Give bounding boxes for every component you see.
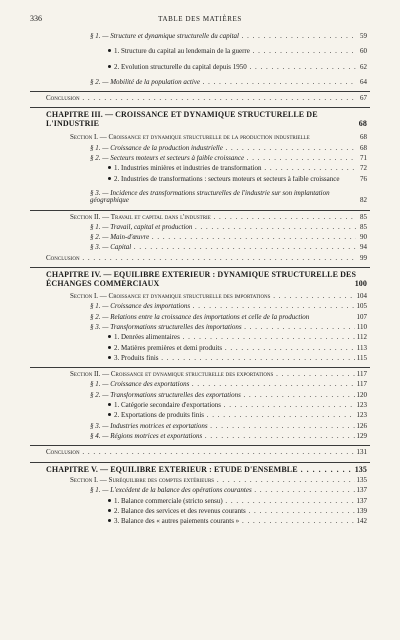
toc-entry-title — [108, 334, 356, 341]
toc-page-number: 120 — [356, 390, 367, 399]
toc-entry-text: 1. Structure du capital au lendemain de la guerre — [114, 48, 250, 56]
toc-entry-title — [90, 423, 356, 430]
toc-page-number: 129 — [356, 431, 367, 440]
toc-entry-text: § 3. — Capital — [90, 244, 132, 252]
bullet-icon — [108, 519, 111, 522]
toc-entry-title — [70, 214, 356, 221]
bullet-icon — [108, 346, 111, 349]
toc-entry — [0, 165, 400, 172]
toc-page-number: 68 — [360, 133, 367, 142]
toc-entry-title — [46, 95, 356, 102]
bullet-icon — [108, 177, 111, 180]
toc-entry — [0, 271, 400, 288]
toc-entry-title — [46, 255, 356, 262]
toc-entry — [0, 402, 400, 409]
toc-entry-title — [90, 190, 356, 205]
section-divider — [30, 462, 370, 463]
toc-entry-title — [108, 412, 356, 419]
toc-entry — [0, 477, 400, 484]
toc-entry-text: 1. Denrées alimentaires — [114, 334, 180, 342]
toc-entry-text: § 3. — Transformations structurelles des importations — [90, 323, 242, 331]
toc-page-number: 68 — [360, 143, 367, 152]
toc-page-number: 117 — [356, 380, 367, 389]
toc-entry-title — [108, 402, 356, 409]
bullet-icon — [108, 335, 111, 338]
toc-entry-text: § 2. — Mobilité de la population active — [90, 78, 201, 86]
toc-entry-text: 2. Exportations de produits finis — [114, 412, 205, 420]
toc-entry — [0, 381, 400, 388]
toc-entry-title — [90, 33, 356, 40]
toc-entry — [0, 155, 400, 162]
toc-entry-text: § 1. — Travail, capital et production — [90, 223, 193, 231]
toc-entry-title — [108, 165, 356, 172]
toc-page-number: 68 — [358, 118, 367, 128]
toc-entry-text: § 2. — Relations entre la croissance des importations et celle de la production — [90, 313, 310, 321]
toc-entry-text: § 2. — Secteurs moteurs et secteurs à faible croissance — [90, 155, 245, 163]
bullet-icon — [108, 49, 111, 52]
toc-entry — [0, 345, 400, 352]
toc-entry-text: § 1. — Structure et dynamique structurelle du capital — [90, 33, 239, 40]
toc-entry-text: § 3. — Industries motrices et exportations — [90, 422, 208, 430]
toc-entry — [0, 234, 400, 241]
toc-entry — [0, 293, 400, 300]
toc-entry-text: Section I. — Suréquilibre des comptes extérieurs — [70, 477, 215, 484]
toc-entry-title — [90, 324, 356, 331]
toc-entry-text: § 2. — Main-d'œuvre — [90, 234, 150, 242]
page-header — [0, 14, 400, 28]
toc-entry-title — [46, 466, 356, 475]
toc-entry — [0, 355, 400, 362]
section-divider — [30, 91, 370, 92]
toc-entry — [0, 334, 400, 341]
toc-page-number: 105 — [356, 302, 367, 311]
toc-entry-text: 3. Balance des « autres paiements courants » — [114, 518, 240, 526]
page-number: 336 — [30, 14, 42, 23]
toc-page-number: 137 — [356, 496, 367, 505]
running-title: TABLE DES MATIÈRES — [158, 15, 242, 23]
toc-page-number: 59 — [360, 32, 367, 40]
toc-entry-text: Section II. — Travail et capital dans l'industrie — [70, 213, 211, 221]
toc-entry — [0, 190, 400, 205]
toc-entry-text: Section I. — Croissance et dynamique structurelle des importations — [70, 293, 271, 301]
toc-page-number: 67 — [360, 94, 367, 103]
toc-entry-title — [90, 487, 356, 494]
toc-entry-title — [90, 244, 356, 251]
toc-entry-title — [90, 392, 356, 399]
toc-entry — [0, 487, 400, 494]
toc-entry-text: CHAPITRE IV. — ÉQUILIBRE EXTÉRIEUR : DYNAMIQUE STRUCTURELLE DES ÉCHANGES COMMERCIAUX — [46, 271, 356, 288]
toc-page-number: 115 — [356, 353, 367, 362]
toc-page-number: 82 — [360, 196, 367, 205]
toc-entry-title — [108, 508, 356, 515]
toc-entry — [0, 79, 400, 86]
toc-page-number: 94 — [360, 243, 367, 252]
toc-entry-text: Conclusion — [46, 254, 80, 262]
bullet-icon — [108, 65, 111, 68]
toc-entry-text: 2. Industries de transformations : secteurs moteurs et secteurs à faible croissance — [114, 175, 340, 183]
toc-entry — [0, 392, 400, 399]
toc-entry-text: § 1. — Croissance des importations — [90, 303, 191, 311]
toc-entry-text: § 1. — Croissance de la production industrielle — [90, 144, 223, 152]
toc-entry-text: 2. Balance des services et des revenus courants — [114, 507, 246, 515]
toc-entry-text: Conclusion — [46, 95, 80, 103]
toc-entry — [0, 95, 400, 102]
toc-entry — [0, 314, 400, 321]
toc-entry — [0, 324, 400, 331]
toc-page-number: 110 — [356, 322, 367, 331]
toc-entry-title — [108, 176, 356, 183]
section-divider — [30, 445, 370, 446]
toc-entry — [0, 466, 400, 475]
toc-entry-text: CHAPITRE V. — ÉQUILIBRE EXTÉRIEUR : ÉTUDE D'ENSEMBLE — [46, 465, 298, 474]
toc-page-number: 107 — [356, 312, 367, 321]
toc-entry-title — [90, 303, 356, 310]
section-divider — [30, 107, 370, 108]
toc-entry-text: § 1. — L'excédent de la balance des opérations courantes — [90, 487, 252, 495]
toc-page-number: 76 — [360, 174, 367, 183]
toc-entry-title — [108, 355, 356, 362]
toc-entry-title — [108, 48, 356, 55]
toc-entry-title — [90, 155, 356, 162]
toc-entry — [0, 371, 400, 378]
toc-entry — [0, 48, 400, 55]
toc-entry-title — [70, 371, 356, 378]
table-of-contents — [0, 32, 400, 525]
bullet-icon — [108, 403, 111, 406]
toc-entry-text: Conclusion — [46, 449, 80, 457]
toc-page-number: 104 — [356, 292, 367, 301]
toc-entry-title — [108, 518, 356, 525]
section-divider — [30, 367, 370, 368]
toc-page-number: 135 — [356, 476, 367, 484]
toc-entry-text: § 3. — Incidence des transformations structurelles de l'industrie sur son implantation géographique — [90, 189, 330, 205]
bullet-icon — [108, 166, 111, 169]
toc-page-number: 90 — [360, 233, 367, 242]
toc-entry-title — [70, 293, 356, 300]
toc-entry — [0, 518, 400, 525]
toc-entry-title — [70, 477, 356, 484]
toc-page-number: 112 — [356, 333, 367, 342]
toc-page-number: 71 — [360, 154, 367, 163]
toc-page-number: 135 — [354, 464, 367, 474]
toc-entry — [0, 134, 400, 141]
bullet-icon — [108, 356, 111, 359]
toc-page-number: 139 — [356, 506, 367, 515]
toc-page-number: 123 — [356, 401, 367, 410]
toc-entry — [0, 214, 400, 221]
toc-entry — [0, 33, 400, 40]
toc-entry — [0, 303, 400, 310]
toc-entry-title — [90, 145, 356, 152]
toc-entry — [0, 498, 400, 505]
toc-entry-title — [90, 381, 356, 388]
toc-entry — [0, 255, 400, 262]
toc-entry — [0, 423, 400, 430]
toc-page-number: 100 — [354, 278, 367, 288]
toc-entry-text: § 2. — Transformations structurelles des exportations — [90, 391, 241, 399]
toc-entry-text: 2. Matières premières et demi produits — [114, 344, 223, 352]
toc-entry-title — [90, 314, 356, 321]
toc-entry — [0, 145, 400, 152]
toc-entry — [0, 412, 400, 419]
toc-entry — [0, 433, 400, 440]
toc-entry-title — [108, 345, 356, 352]
toc-page-number: 60 — [360, 47, 367, 56]
toc-entry — [0, 111, 400, 128]
toc-entry-text: § 4. — Régions motrices et exportations — [90, 432, 203, 440]
toc-page-number: 137 — [356, 486, 367, 495]
toc-page-number: 72 — [360, 164, 367, 173]
bullet-icon — [108, 499, 111, 502]
toc-entry — [0, 176, 400, 183]
toc-entry — [0, 224, 400, 231]
toc-entry-text: 1. Industries minières et industries de transformation — [114, 165, 262, 173]
toc-page-number: 64 — [360, 77, 367, 86]
toc-entry — [0, 244, 400, 251]
toc-entry-title — [108, 498, 356, 505]
toc-entry-title — [108, 64, 356, 71]
toc-page-number: 142 — [356, 517, 367, 526]
toc-entry-title — [90, 234, 356, 241]
toc-page-number: 131 — [356, 448, 367, 457]
toc-page-number: 85 — [360, 222, 367, 231]
toc-entry-text: 3. Produits finis — [114, 354, 159, 362]
toc-entry-title — [46, 111, 356, 128]
toc-entry — [0, 508, 400, 515]
toc-entry-title — [46, 449, 356, 456]
toc-entry — [0, 64, 400, 71]
bullet-icon — [108, 413, 111, 416]
toc-entry-text: Section I. — Croissance et dynamique structurelle de la production industrielle — [70, 134, 310, 142]
bullet-icon — [108, 509, 111, 512]
toc-entry — [0, 449, 400, 456]
toc-entry-text: 1. Balance commerciale (stricto sensu) — [114, 497, 223, 505]
toc-page-number: 123 — [356, 411, 367, 420]
toc-entry-text: § 1. — Croissance des exportations — [90, 381, 190, 389]
toc-page-number: 62 — [360, 62, 367, 71]
toc-page-number: 117 — [356, 370, 367, 379]
toc-entry-title — [90, 79, 356, 86]
section-divider — [30, 210, 370, 211]
toc-entry-title — [90, 433, 356, 440]
toc-page-number: 126 — [356, 421, 367, 430]
toc-entry-title — [70, 134, 356, 141]
toc-entry-text: Section II. — Croissance et dynamique structurelle des exportations — [70, 371, 274, 379]
section-divider — [30, 267, 370, 268]
toc-page-number: 85 — [360, 212, 367, 221]
toc-page-number: 99 — [360, 253, 367, 262]
toc-entry-title — [46, 271, 356, 288]
toc-entry-text: 2. Évolution structurelle du capital depuis 1950 — [114, 63, 247, 71]
toc-entry-text: 1. Catégorie secondaire d'exportations — [114, 402, 222, 410]
toc-entry-text: CHAPITRE III. — CROISSANCE ET DYNAMIQUE STRUCTURELLE DE L'INDUSTRIE — [46, 111, 318, 128]
toc-entry-title — [90, 224, 356, 231]
toc-page-number: 113 — [356, 343, 367, 352]
